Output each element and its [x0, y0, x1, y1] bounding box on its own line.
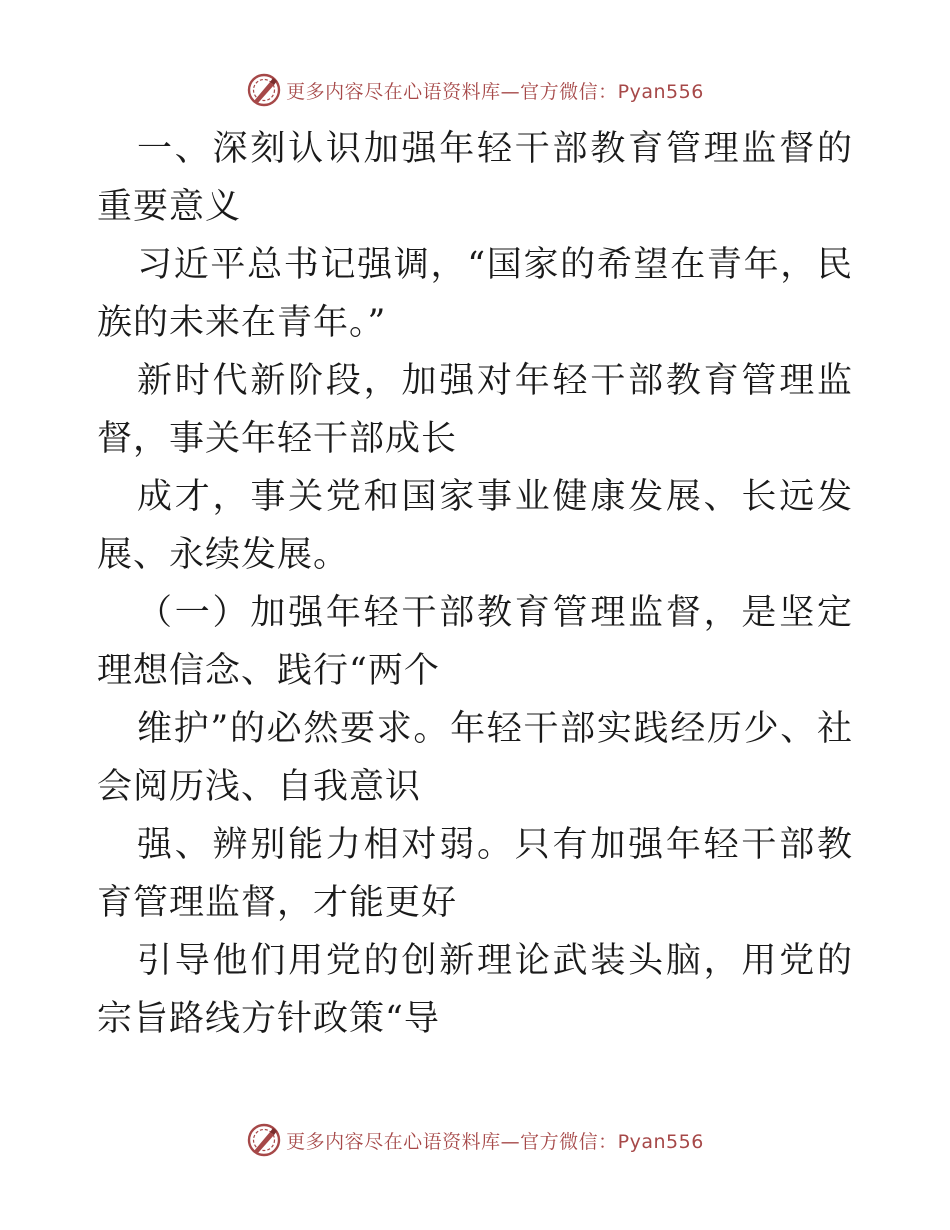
footer-watermark: [0, 1120, 950, 1160]
document-body: [97, 120, 853, 1048]
section-heading: 一、深刻认识加强年轻干部教育管理监督的重要意义: [97, 129, 853, 227]
watermark-text: 更多内容尽在心语资料库—官方微信：Pyan556: [286, 1130, 704, 1153]
header-watermark: [0, 70, 950, 110]
body-paragraph: 成才，事关党和国家事业健康发展、长远发展、永续发展。: [97, 477, 853, 575]
body-paragraph: 新时代新阶段，加强对年轻干部教育管理监督，事关年轻干部成长: [97, 361, 853, 459]
pen-seal-icon: [246, 72, 282, 108]
body-paragraph: 强、辨别能力相对弱。只有加强年轻干部教育管理监督，才能更好: [97, 825, 853, 923]
body-paragraph: 引导他们用党的创新理论武装头脑，用党的宗旨路线方针政策“导: [97, 941, 853, 1039]
body-paragraph: 维护”的必然要求。年轻干部实践经历少、社会阅历浅、自我意识: [97, 709, 853, 807]
pen-seal-icon: [246, 1122, 282, 1158]
watermark-text: 更多内容尽在心语资料库—官方微信：Pyan556: [286, 80, 704, 103]
subsection-paragraph: （一）加强年轻干部教育管理监督，是坚定理想信念、践行“两个: [97, 593, 853, 691]
body-paragraph: 习近平总书记强调，“国家的希望在青年，民族的未来在青年。”: [97, 245, 853, 343]
